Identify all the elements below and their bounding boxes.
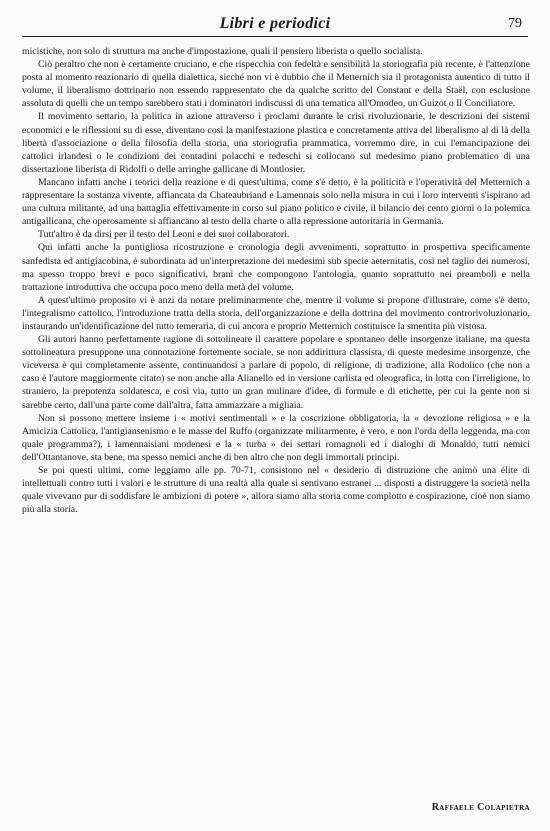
- paragraph: Mancano infatti anche i teorici della reazione e di quest'ultima, come s'è detto, è la politicità e l'operatività del Metternich a rappresentare la sostanza vivente, affiancata da Chateaubriand e Lamennais solo nella misura in cui i loro interventi s'ispirano ad una cultura militante, ad una battaglia effettivamente in corso sul piano politico e civile, il bilancio dei cento giorni o la polemica antigallicana, che operosamente si affiancano al testo della charte o alla repressione autoritaria in Germania.: [22, 176, 530, 228]
- paragraph: Tutt'altro è da dirsi per il testo del Leoni e dei suoi collaboratori.: [38, 229, 290, 241]
- page-number: 79: [508, 16, 522, 31]
- paragraph: Gli autori hanno perfettamente ragione di sottolineare il carattere popolare e spontaneo delle insorgenze italiane, ma questa sottolineatura presuppone una connotazione fortemente sociale, se non addirittura classista, di queste medesime insorgenze, che viceversa è qui completamente assente, continuandosi a parlare di popolo, di religione, di tradizione, alla Rodolico (che non a caso è l'autore maggiormente citato) se non anche alla Alianello ed in versione carlista ed oleografica, in lotta con l'irreligione, lo straniero, la prepotenza soldatesca, e così via, tutto un gran mulinare d'idee, di formule e di etichette, per cui la gente non si sarebbe certo, dall'una parte come dall'altra, fatta ammazzare a migliaia.: [22, 334, 530, 411]
- paragraph: Se poi questi ultimi, come leggiamo alle pp. 70-71, consistono nel « desiderio di distruzione che animò una élite di intellettuali contro tutti i valori e le strutture di una realtà alla quale si sentivano estranei ... disposti a distruggere la società nella quale vivevano pur di soddisfare le ambizioni di potere », allora siamo alla storia come complotto e cospirazione, cioè non siamo più alla storia.: [22, 465, 530, 516]
- paragraph: micistiche, non solo di struttura ma anche d'impostazione, quali il pensiero liberista o quello socialista.: [22, 46, 423, 57]
- paragraph: Non si possono mettere insieme i « motivi sentimentali » e la coscrizione obbligatoria, la « devozione religiosa » e la Amicizia Cattolica, l'antigiansenismo e le masse del Ruffo (organizzate militarmente, è vero, e non l'orda della leggenda, ma con quale programma?), i lamennaisiani modenesi e la « turba » dei settari romagnoli ed i dialoghi di Monaldo, tutti nemici dell'Ottantanove, sta bene, ma spesso nemici anche di ben altro che non degli immortali principi.: [22, 412, 530, 463]
- running-title: Libri e periodici: [219, 15, 331, 32]
- article-body: [22, 45, 530, 516]
- paragraph: Qui infatti anche la puntigliosa ricostruzione e cronologia degli avvenimenti, soprattutto in prospettiva specificamente sanfedista ed antigiacobina, è subordinata ad un'interpretazione dei medesimi sub specie aeternitatis, così nel taglio dei numerosi, ma spesso troppo brevi e poco significativi, brani che compongono l'antologia, quanto soprattutto nei preamboli e nella trattazione introduttiva che occupa poco meno della metà del volume.: [22, 242, 530, 293]
- paragraph: Ciò peraltro che non è certamente cruciano, e che rispecchia con fedeltà e sensibilità la storiografia più recente, è l'attenzione posta al momento reazionario di quella dialettica, sicché non vi è dubbio che il Metternich sia il protagonista autentico di tutto il volume, il liberalismo dottrinario non essendo rappresentato che da qualche scritto del Constant e della Staël, con esclusione assoluta di quelli che un tempo sarebbero stati i dominatori indiscussi di una tematica all'Omodeo, un Guizot o Il Conciliatore.: [22, 59, 530, 110]
- paragraph: A quest'ultimo proposito vi è anzi da notare preliminarmente che, mentre il volume si propone d'illustrare, come s'è detto, l'integralismo cattolico, l'introduzione tratta della storia, dell'organizzazione e della dottrina del movimento controrivoluzionario, instaurando un'identificazione del tutto temeraria, di cui ancora e proprio Metternich costituisce la smentita più vistosa.: [22, 294, 530, 332]
- author-signature: Raffaele Colapietra: [431, 802, 530, 813]
- paragraph: Il movimento settario, la politica in azione attraverso i proclami durante le crisi rivoluzionarie, le descrizioni dei sistemi economici e le riflessioni su di esse, diventano così la manifestazione plastica e concretamente attiva del liberalismo al di là della libertà d'associazione o della filosofia della storia, una storiografia prammatica, vorremmo dire, in cui l'emancipazione dei cattolici irlandesi o le condizioni dei contadini polacchi e tedeschi si collocano sul medesimo piano problematico di una dissertazione liberista di Ridolfi o delle arringhe gallicane di Montlosier.: [22, 111, 530, 175]
- running-header: [22, 14, 528, 37]
